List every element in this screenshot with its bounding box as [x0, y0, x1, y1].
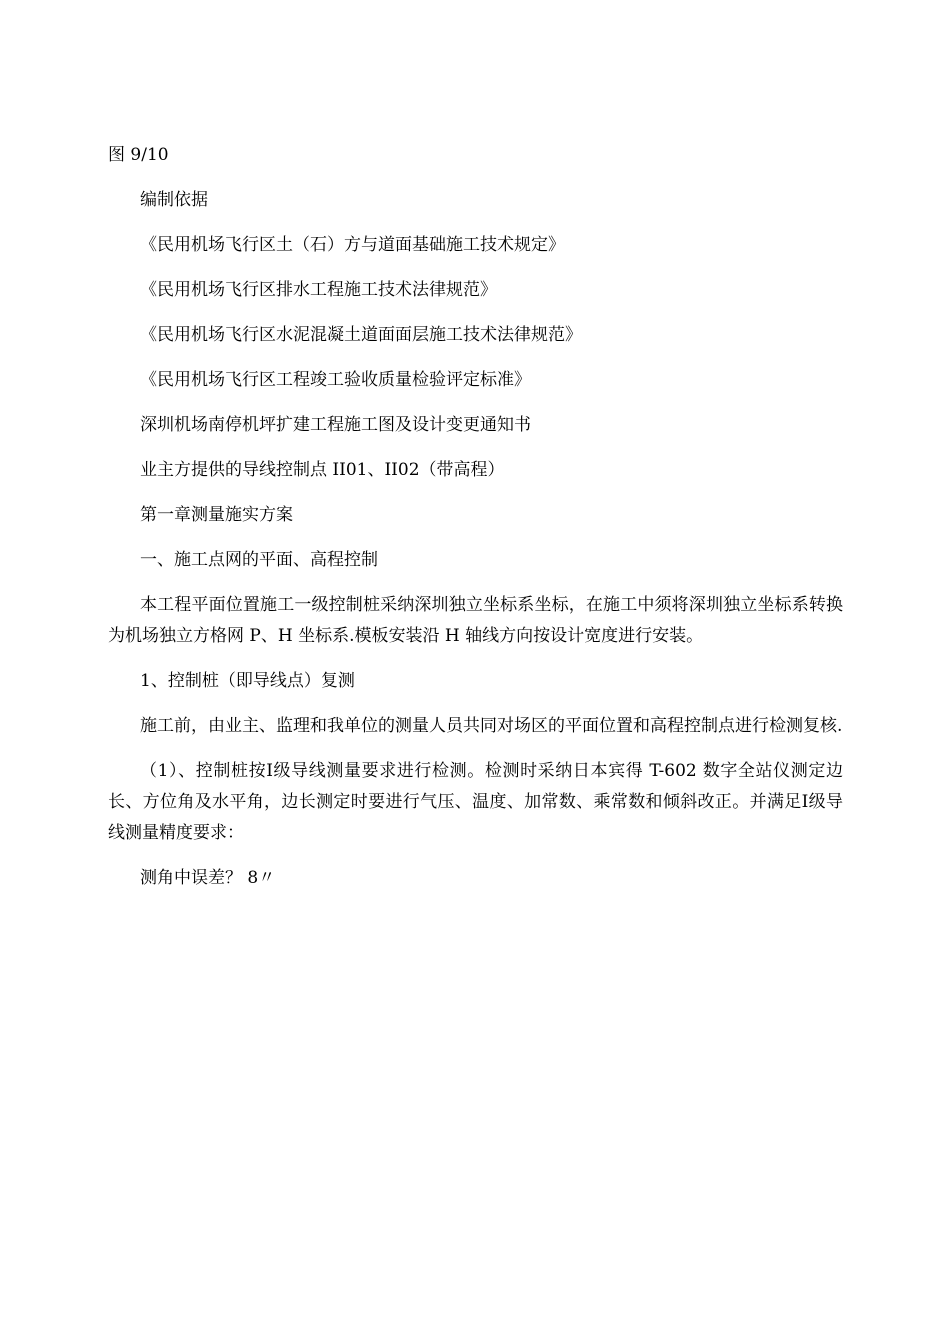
reference-item: 《民用机场飞行区排水工程施工技术法律规范》 [140, 280, 497, 300]
subsection-heading: 1、控制桩（即导线点）复测 [140, 671, 355, 691]
reference-item: 《民用机场飞行区工程竣工验收质量检验评定标准》 [140, 370, 531, 390]
paragraph: （1）、控制桩按Ⅰ级导线测量要求进行检测。检测时采纳日本宾得 T-602 数字全站仪测定边长、方位角及水平角，边长测定时要进行气压、温度、加常数、乘常数和倾斜改正。并满足Ⅰ级导线测量精度要求： [108, 761, 843, 843]
document-body [108, 140, 843, 894]
chapter-heading: 第一章测量施实方案 [140, 505, 293, 525]
figure-label: 图 9/10 [108, 145, 169, 165]
paragraph: 施工前，由业主、监理和我单位的测量人员共同对场区的平面位置和高程控制点进行检测复核. [140, 716, 843, 736]
measurement-line: 测角中误差？ 8〃 [140, 868, 276, 888]
heading-basis: 编制依据 [140, 190, 208, 210]
reference-item: 业主方提供的导线控制点 II01、II02（带高程） [140, 460, 505, 480]
paragraph: 本工程平面位置施工一级控制桩采纳深圳独立坐标系坐标，在施工中须将深圳独立坐标系转换为机场独立方格网 P、H 坐标系.模板安装沿 H 轴线方向按设计宽度进行安装。 [108, 595, 843, 646]
reference-item: 《民用机场飞行区土（石）方与道面基础施工技术规定》 [140, 235, 565, 255]
section-heading: 一、施工点网的平面、高程控制 [140, 550, 378, 570]
reference-item: 深圳机场南停机坪扩建工程施工图及设计变更通知书 [140, 415, 531, 435]
reference-item: 《民用机场飞行区水泥混凝土道面面层施工技术法律规范》 [140, 325, 582, 345]
